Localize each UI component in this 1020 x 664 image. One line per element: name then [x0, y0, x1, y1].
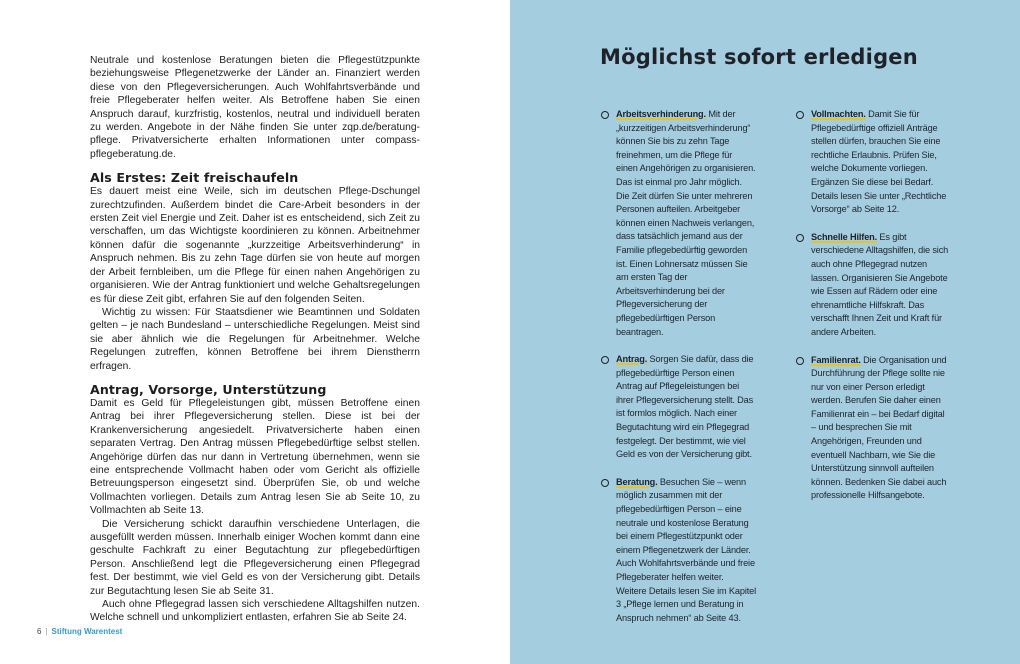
- heading-zeit-freischaufeln: Als Erstes: Zeit freischaufeln: [90, 170, 299, 186]
- checklist-column-2: [795, 108, 951, 517]
- circle-bullet-icon: [601, 111, 609, 119]
- footer-separator: |: [45, 627, 48, 636]
- footer-brand: Stiftung Warentest: [51, 627, 123, 636]
- checklist-item-arbeitsverhinderung: [600, 108, 756, 339]
- checklist-item-vollmachten: [795, 108, 951, 217]
- item-body: Die Organisation und Durchführung der Pflege sollte nie nur von einer Person erledigt werden. Berufen Sie daher einen Familienrat ein – bei Bedarf digital – und besprechen Sie mit Angehörigen, Freunden und eventuell Nachbarn, wie Sie die Unterstützung sinnvoll aufteilen können. Bedenken Sie dabei auch professionelle Hilfsangebote.: [811, 354, 947, 501]
- circle-bullet-icon: [601, 479, 609, 487]
- page-footer: [37, 627, 122, 636]
- item-heading: Beratung.: [616, 476, 658, 487]
- item-body: Besuchen Sie – wenn möglich zusammen mit der pflegebedürftigen Person – eine neutrale und kostenlose Beratung bei einem Pflegestützpunkt oder einem Pflegenetzwerk der Länder. Auch Wohlfahrtsverbände und freie Pflegeberater helfen weiter. Weitere Details lesen Sie im Kapitel 3 „Pflege lernen und Beratung in Anspruch nehmen“ ab Seite 43.: [616, 476, 756, 623]
- right-page-panel: [510, 0, 1020, 664]
- checklist-item-beratung: [600, 476, 756, 626]
- paragraph-versicherung: Die Versicherung schickt daraufhin verschiedene Unterlagen, die ausgefüllt werden müssen. Innerhalb einiger Wochen kommt dann eine geschulte Fachkraft zu einer Begutachtung zur pflegebedürftigen Person. Anschließend legt die Pflegeversicherung einen Pflegegrad fest. Der bestimmt, wie viel Geld es von der Versicherung gibt. Details zur Begutachtung lesen Sie ab Seite 31.: [90, 518, 420, 597]
- paragraph-beratung: Neutrale und kostenlose Beratungen bieten die Pflegestützpunkte beziehungsweise Pflegenetzwerke der Länder an. Finanziert werden diese von den Pflegeversicherungen. Auch Wohlfahrtsverbände und freie Pflegeberater helfen weiter. Als Betroffene haben Sie einen Anspruch darauf, kurzfristig, kostenlos, neutral und individuell beraten zu werden. Angebote in der Nähe finden Sie unter zqp.de/beratung-pflege. Privatversicherte erhalten Informationen unter compass-pflegeberatung.de.: [90, 55, 420, 160]
- checklist-column-1: [600, 108, 756, 639]
- item-heading: Familienrat.: [811, 354, 861, 365]
- circle-bullet-icon: [796, 234, 804, 242]
- page-number: 6: [37, 627, 42, 636]
- item-heading: Schnelle Hilfen.: [811, 231, 878, 242]
- paragraph-alltagshilfen: Auch ohne Pflegegrad lassen sich verschiedene Alltagshilfen nutzen. Welche schnell und unkompliziert entlasten, erfahren Sie ab Seite 24.: [90, 599, 420, 624]
- checklist-item-antrag: [600, 353, 756, 462]
- checklist-item-familienrat: [795, 354, 951, 504]
- paragraph-antrag: Damit es Geld für Pflegeleistungen gibt, müssen Betroffene einen Antrag bei ihrer Pflegeversicherung stellen. Diese ist bei der Krankenversicherung angesiedelt. Privatversicherte haben einen separaten Vertrag. Den Antrag müssen Pflegebedürftige selbst stellen. Angehörige dürfen das nur dann in Vertretung übernehmen, wenn sie eine entsprechende Vollmacht haben oder vom Gericht als offizielle Betreuungsperson eingesetzt sind. Überprüfen Sie, ob und welche Vollmachten vorliegen. Details zum Antrag lesen Sie ab Seite 10, zu Vollmachten ab Seite 13.: [90, 397, 420, 517]
- item-body: Es gibt verschiedene Alltagshilfen, die sich auch ohne Pflegegrad nutzen lassen. Organisieren Sie Angebote wie Essen auf Rädern oder eine ehrenamtliche Hilfskraft. Das verschafft Ihnen Zeit und Kraft für andere Arbeiten.: [811, 231, 949, 337]
- item-heading: Arbeitsverhinderung.: [616, 109, 706, 119]
- circle-bullet-icon: [601, 356, 609, 364]
- heading-antrag-vorsorge: Antrag, Vorsorge, Unterstützung: [90, 381, 327, 397]
- left-text-column: [90, 54, 420, 625]
- paragraph-staatsdiener: Wichtig zu wissen: Für Staatsdiener wie Beamtinnen und Soldaten gelten – je nach Bundesland – unterschiedliche Regelungen. Meist sind sie aber ähnlich wie die Regelungen für Arbeitnehmer. Welche Regelungen zutreffen, können Betroffene bei ihrem Dienstherrn erfragen.: [90, 306, 420, 372]
- item-body: Sorgen Sie dafür, dass die pflegebedürftige Person einen Antrag auf Pflegeleistungen bei ihrer Pflegeversicherung stellt. Das ist formlos möglich. Nach einer Begutachtung wird ein Pflegegrad festgelegt. Der bestimmt, wie viel Geld es von der Versicherung gibt.: [616, 354, 754, 460]
- circle-bullet-icon: [796, 111, 804, 119]
- item-body: Damit Sie für Pflegebedürftige offiziell Anträge stellen dürfen, brauchen Sie eine rechtliche Erlaubnis. Prüfen Sie, welche Dokumente vorliegen. Ergänzen Sie diese bei Bedarf. Details lesen Sie unter „Rechtliche Vorsorge“ ab Seite 12.: [811, 109, 947, 215]
- item-heading: Vollmachten.: [811, 109, 866, 119]
- item-heading: Antrag.: [616, 354, 648, 365]
- circle-bullet-icon: [796, 357, 804, 365]
- item-body: Mit der „kurzzeitigen Arbeitsverhinderung“ können Sie bis zu zehn Tage freinehmen, um die Pflege für einen Angehörigen zu organisieren. Das ist einmal pro Jahr möglich. Die Zeit dürfen Sie unter mehreren Personen aufteilen. Arbeitgeber können einen Nachweis verlangen, dass tatsächlich jemand aus der Familie pflegebedürftig geworden ist. Einen Lohnersatz müssen Sie am ersten Tag der Arbeitsverhinderung bei der Pflegeversicherung der pflegebedürftigen Person beantragen.: [616, 109, 756, 337]
- checklist-item-schnelle-hilfen: [795, 231, 951, 340]
- paragraph-zeit: Es dauert meist eine Weile, sich im deutschen Pflege-Dschungel zurechtzufinden. Außerdem bindet die Care-Arbeit besonders in der ersten Zeit viel Energie und Zeit. Daher ist es entscheidend, sich Zeit zu verschaffen, um das Wichtigste koordinieren zu können. Arbeitnehmer können dafür die sogenannte „kurzzeitige Arbeitsverhinderung“ in Anspruch nehmen. Bis zu zehn Tage dürfen sie von heute auf morgen der Arbeit fernbleiben, um die Pflege für einen nahen Angehörigen zu organisieren. Wie der Antrag funktioniert und welche Gehaltsregelungen es für diese Zeit gibt, erfahren Sie auf den folgenden Seiten.: [90, 186, 420, 305]
- panel-title: Möglichst sofort erledigen: [600, 45, 918, 69]
